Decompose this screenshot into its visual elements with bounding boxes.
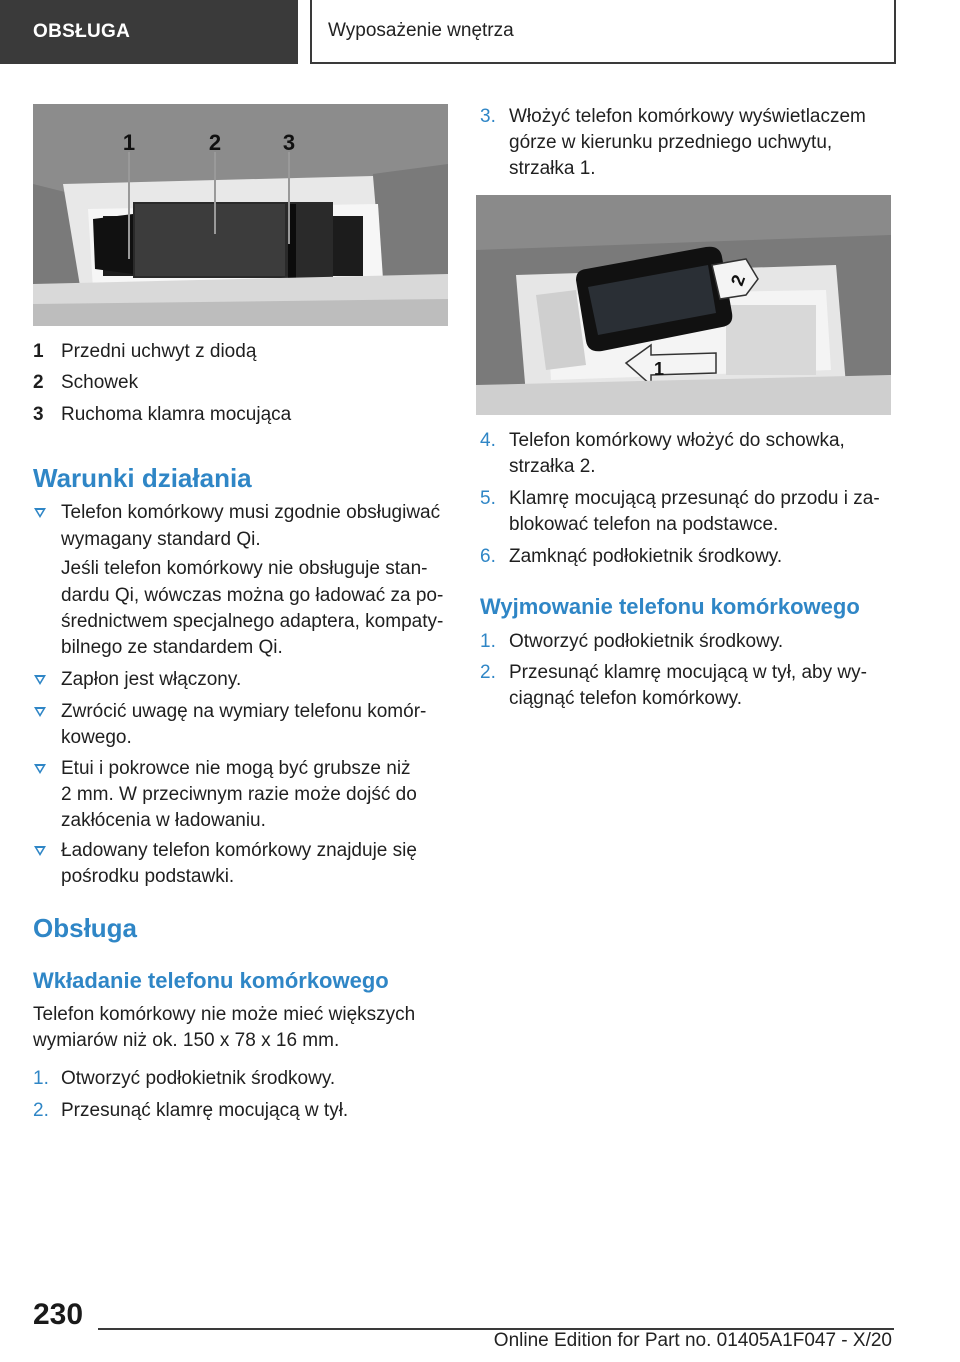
bullet-marker-icon (34, 846, 46, 856)
step-text: ciągnąć telefon komórkowy. (509, 688, 743, 709)
heading-warunki: Warunki działania (33, 463, 252, 493)
figure-charging-tray (33, 104, 448, 326)
note-line: średnictwem specjalnego adaptera, kompaty- (61, 611, 444, 632)
legend-text: Przedni uchwyt z diodą (61, 341, 257, 362)
heading-obsluga: Obsługa (33, 913, 138, 943)
step-number: 1. (33, 1068, 49, 1089)
step-text: Otworzyć podłokietnik środkowy. (509, 631, 784, 652)
step-text: Otworzyć podłokietnik środkowy. (61, 1068, 336, 1089)
bullet-marker-icon (34, 764, 46, 774)
bullet-line: kowego. (61, 727, 132, 748)
step-number: 5. (480, 488, 496, 509)
heading-wyjmowanie: Wyjmowanie telefonu komórkowego (480, 594, 860, 619)
section-tab: OBSŁUGA (0, 0, 298, 64)
bullet-marker-icon (34, 508, 46, 518)
legend-num: 2 (33, 372, 44, 393)
step-number: 2. (33, 1100, 49, 1121)
page-number: 230 (33, 1298, 84, 1331)
note-line: dardu Qi, wówczas można go ładować za po- (61, 585, 444, 606)
step-text: górze w kierunku przedniego uchwytu, (509, 132, 833, 153)
step-text: Przesunąć klamrę mocującą w tył. (61, 1100, 349, 1121)
legend-text: Schowek (61, 372, 139, 393)
callout-3: 3 (282, 130, 296, 155)
bullet-line: zakłócenia w ładowaniu. (61, 810, 266, 831)
bullet-line: pośrodku podstawki. (61, 866, 235, 887)
heading-wkladanie: Wkładanie telefonu komórkowego (33, 968, 389, 993)
intro-line: wymiarów niż ok. 150 x 78 x 16 mm. (33, 1030, 340, 1051)
bullet-line: Ładowany telefon komórkowy znajduje się (61, 840, 417, 861)
step-number: 1. (480, 631, 496, 652)
step-text: strzałka 2. (509, 456, 596, 477)
callout-1: 1 (122, 130, 136, 155)
bullet-line: wymagany standard Qi. (61, 529, 261, 550)
step-number: 2. (480, 662, 496, 683)
note-line: Jeśli telefon komórkowy nie obsługuje stan- (61, 558, 428, 579)
bullet-line: Telefon komórkowy musi zgodnie obsługiwać (61, 502, 441, 523)
note-line: bilnego ze standardem Qi. (61, 637, 283, 658)
bullet-line: Etui i pokrowce nie mogą być grubsze niż (61, 758, 411, 779)
step-text: strzałka 1. (509, 158, 596, 179)
bullet-marker-icon (34, 675, 46, 685)
step-text: Zamknąć podłokietnik środkowy. (509, 546, 783, 567)
legend-text: Ruchoma klamra mocująca (61, 404, 292, 425)
step-number: 4. (480, 430, 496, 451)
arrow-1-label: 1 (654, 359, 665, 379)
step-text: Klamrę mocującą przesunąć do przodu i za- (509, 488, 880, 509)
legend-num: 1 (33, 341, 44, 362)
step-text: blokować telefon na podstawce. (509, 514, 779, 535)
bullet-marker-icon (34, 707, 46, 717)
step-text: Telefon komórkowy włożyć do schowka, (509, 430, 845, 451)
chapter-title: Wyposażenie wnętrza (310, 0, 896, 64)
figure-phone-insertion (476, 195, 891, 415)
step-number: 3. (480, 106, 496, 127)
edition-note: Online Edition for Part no. 01405A1F047 - X/20 (493, 1330, 892, 1351)
callout-2: 2 (208, 130, 222, 155)
bullet-line: 2 mm. W przeciwnym razie może dojść do (61, 784, 417, 805)
step-text: Włożyć telefon komórkowy wyświetlaczem (509, 106, 866, 127)
intro-line: Telefon komórkowy nie może mieć większych (33, 1004, 416, 1025)
step-text: Przesunąć klamrę mocującą w tył, aby wy- (509, 662, 867, 683)
arrow-2-label: 2 (726, 272, 750, 289)
step-number: 6. (480, 546, 496, 567)
legend-num: 3 (33, 404, 44, 425)
bullet-line: Zapłon jest włączony. (61, 669, 242, 690)
bullet-line: Zwrócić uwagę na wymiary telefonu komór- (61, 701, 427, 722)
